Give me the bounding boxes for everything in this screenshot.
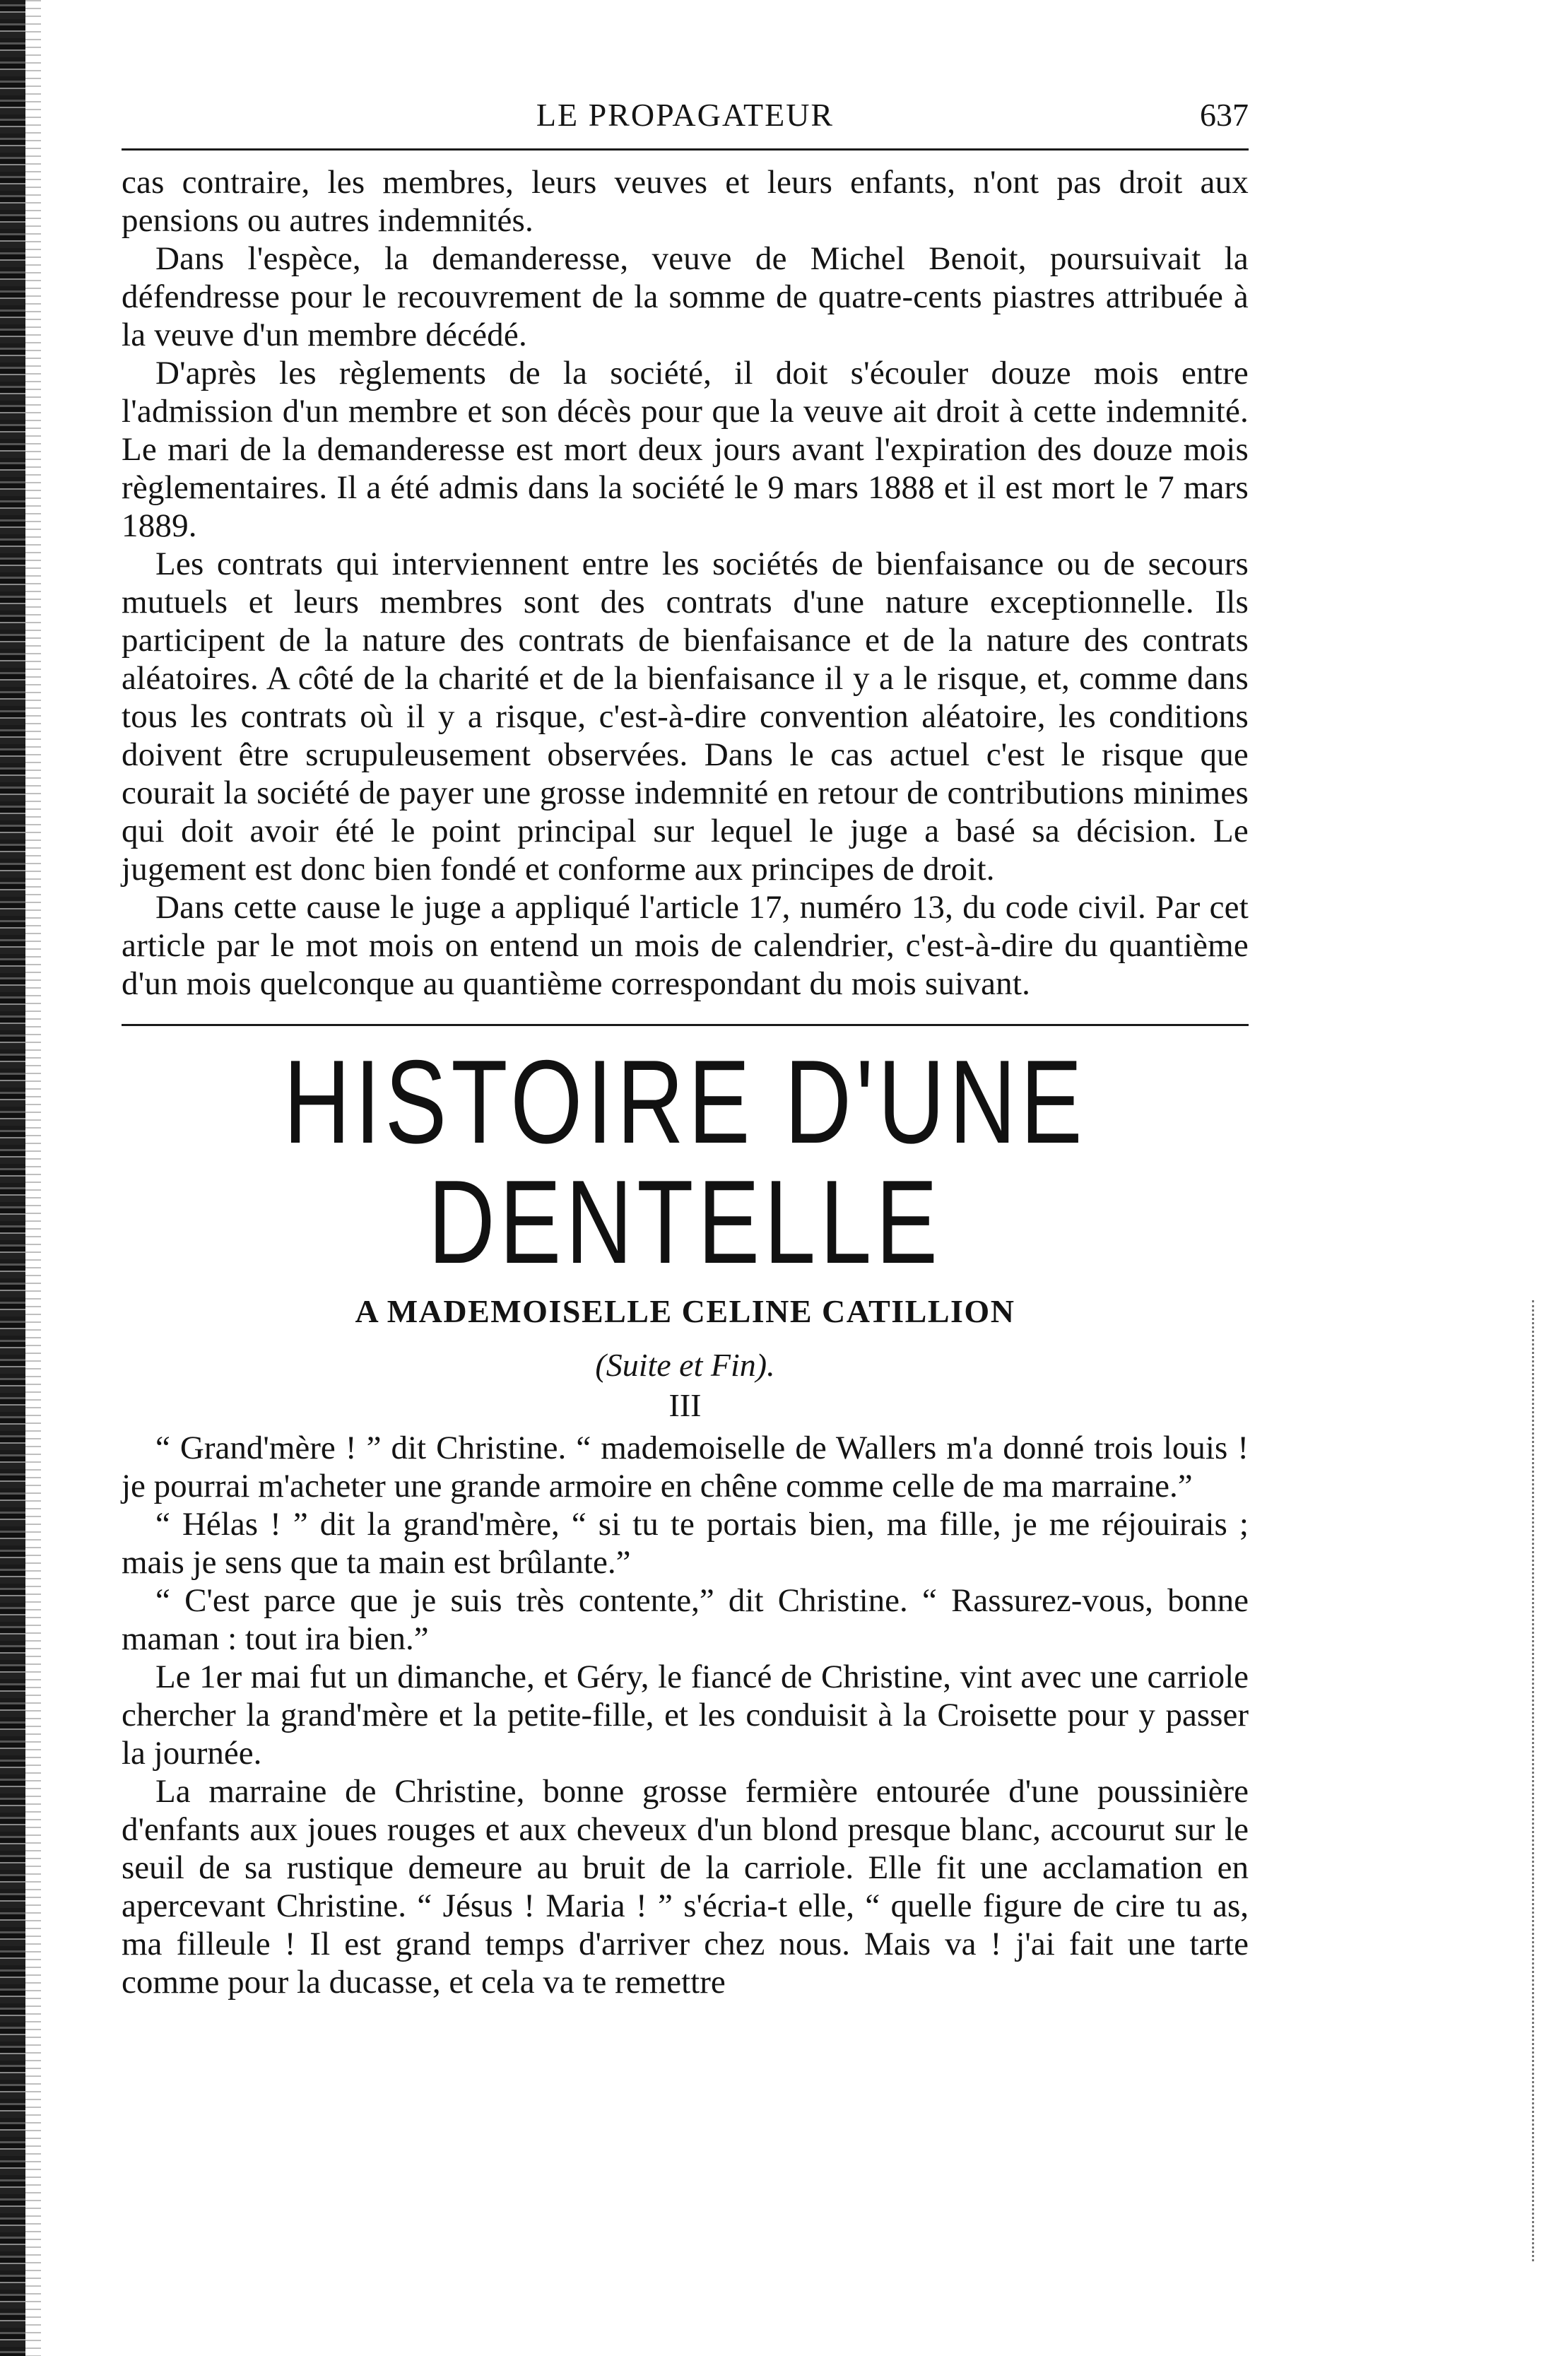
binding-edge: [0, 0, 25, 2356]
running-head: [122, 85, 1249, 148]
article-paragraph: Dans cette cause le juge a appliqué l'article 17, numéro 13, du code civil. Par cet article par le mot mois on entend un mois de calendrier, c'est-à-dire du quantième d'un mois quelconque au quantième correspondant du mois suivant.: [122, 889, 1249, 1002]
story-paragraph: “ Hélas ! ” dit la grand'mère, “ si tu te portais bien, ma fille, je me réjouirais ; mais je sens que ta main est brûlante.”: [122, 1506, 1249, 1581]
story-paragraph: La marraine de Christine, bonne grosse fermière entourée d'une poussinière d'enfants aux joues rouges et aux cheveux d'un blond presque blanc, accourut sur le seuil de sa rustique demeure au bruit de la carriole. Elle fit une acclamation en apercevant Christine. “ Jésus ! Maria ! ” s'écria-t elle, “ quelle figure de cire tu as, ma filleule ! Il est grand temps d'arriver chez nous. Mais va ! j'ai fait une tarte comme pour la ducasse, et cela va te remettre: [122, 1773, 1249, 2001]
header-rule: [122, 148, 1249, 151]
article-body: [122, 163, 1249, 1003]
story-paragraph: “ Grand'mère ! ” dit Christine. “ mademoiselle de Wallers m'a donné trois louis ! je pourrai m'acheter une grande armoire en chêne comme celle de ma marraine.”: [122, 1430, 1249, 1504]
chapter-number: III: [668, 1387, 702, 1423]
article-paragraph: D'après les règlements de la société, il doit s'écouler douze mois entre l'admission d'un membre et son décès pour que la veuve ait droit à cette indemnité. Le mari de la demanderesse est mort deux jours avant l'expiration des douze mois règlementaires. Il a été admis dans la société le 9 mars 1888 et il est mort le 7 mars 1889.: [122, 355, 1249, 544]
running-title: LE PROPAGATEUR: [536, 97, 835, 133]
section-rule: [122, 1024, 1249, 1026]
scan-edge-noise: [1532, 1300, 1538, 2261]
page: [122, 85, 1249, 2001]
article-paragraph: Dans l'espèce, la demanderesse, veuve de Michel Benoit, poursuivait la défendresse pour le recouvrement de la somme de quatre-cents piastres attribuée à la veuve d'un membre décédé.: [122, 240, 1249, 353]
story-body: [122, 1429, 1249, 2001]
binding-shadow: [25, 0, 41, 2356]
story-subtitle: (Suite et Fin).: [595, 1347, 775, 1383]
story-title: HISTOIRE D'UNE DENTELLE: [283, 1035, 1087, 1288]
page-number: 637: [1200, 97, 1249, 133]
story-paragraph: Le 1er mai fut un dimanche, et Géry, le fiancé de Christine, vint avec une carriole chercher la grand'mère et la petite-fille, et les conduisit à la Croisette pour y passer la journée.: [122, 1659, 1249, 1772]
story-dedication: A MADEMOISELLE CELINE CATILLION: [355, 1293, 1015, 1329]
article-paragraph: cas contraire, les membres, leurs veuves et leurs enfants, n'ont pas droit aux pensions ou autres indemnités.: [122, 164, 1249, 239]
story-paragraph: “ C'est parce que je suis très contente,” dit Christine. “ Rassurez-vous, bonne maman : tout ira bien.”: [122, 1582, 1249, 1657]
article-paragraph: Les contrats qui interviennent entre les sociétés de bienfaisance ou de secours mutuels et leurs membres sont des contrats d'une nature exceptionnelle. Ils participent de la nature des contrats de bienfaisance et de la nature des contrats aléatoires. A côté de la charité et de la bienfaisance il y a le risque, et, comme dans tous les contrats où il y a risque, c'est-à-dire convention aléatoire, les conditions doivent être scrupuleusement observées. Dans le cas actuel c'est le risque que courait la société de payer une grosse indemnité en retour de contributions minimes qui doit avoir été le point principal sur lequel le juge a basé sa décision. Le jugement est donc bien fondé et conforme aux principes de droit.: [122, 546, 1249, 888]
